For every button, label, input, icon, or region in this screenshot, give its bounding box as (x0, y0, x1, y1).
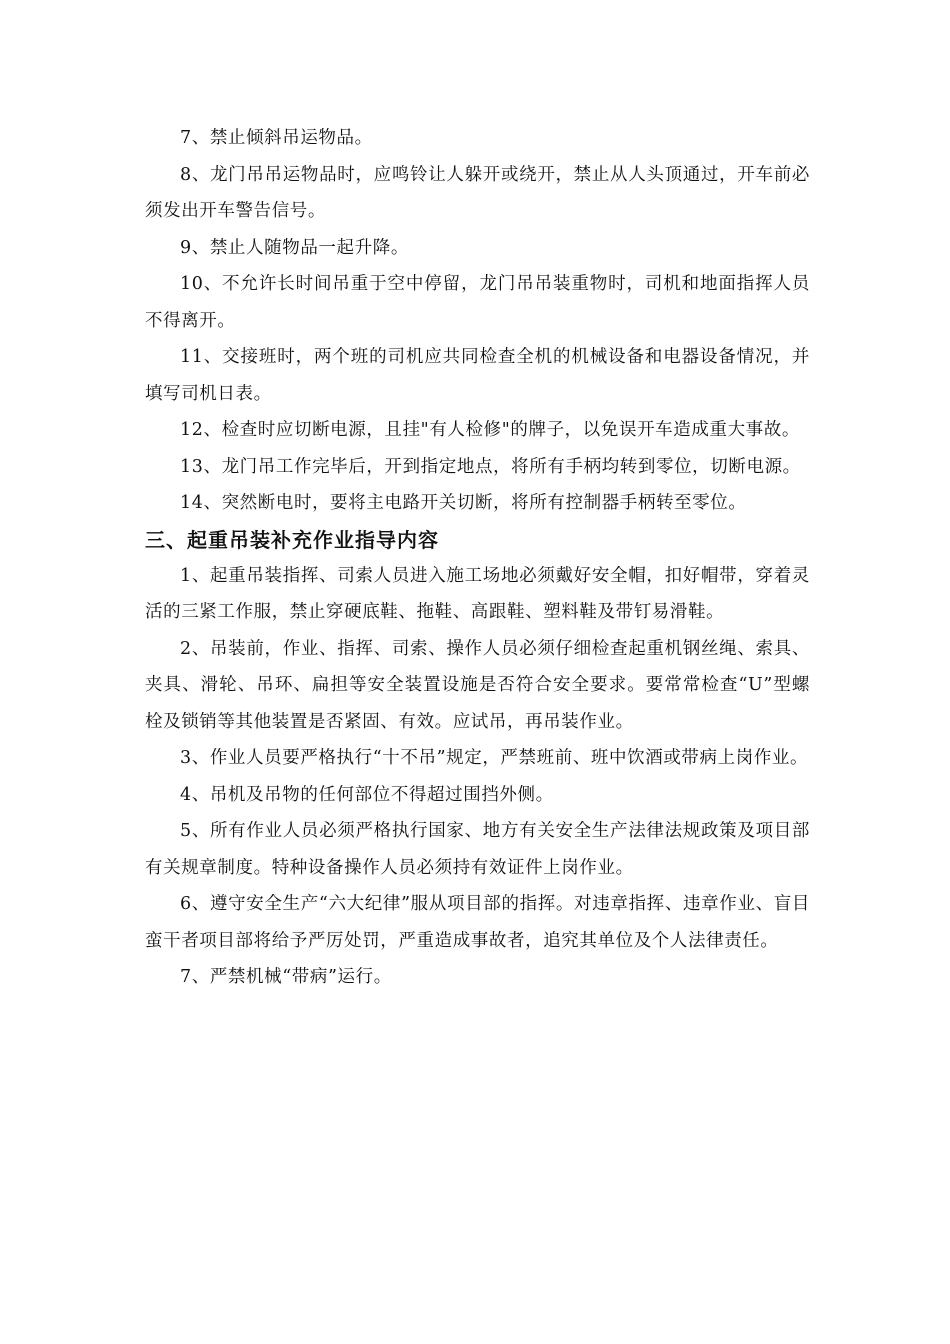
supplement-item-6: 6、遵守安全生产“六大纪律”服从项目部的指挥。对违章指挥、违章作业、盲目蛮干者项目部将给予严厉处罚，严重造成事故者，追究其单位及个人法律责任。 (145, 894, 810, 951)
document-body (145, 120, 810, 996)
paragraph-item-11: 11、交接班时，两个班的司机应共同检查全机的机械设备和电器设备情况，并填写司机日表。 (145, 347, 810, 404)
paragraph-item-10: 10、不允许长时间吊重于空中停留，龙门吊吊装重物时，司机和地面指挥人员不得离开。 (145, 274, 810, 331)
paragraph-item-8: 8、龙门吊吊运物品时，应鸣铃让人躲开或绕开，禁止从人头顶通过，开车前必须发出开车警告信号。 (145, 164, 810, 221)
paragraph-item-7: 7、禁止倾斜吊运物品。 (180, 128, 373, 148)
supplement-item-4: 4、吊机及吊物的任何部位不得超过围挡外侧。 (180, 784, 554, 805)
supplement-item-3: 3、作业人员要严格执行“十不吊”规定，严禁班前、班中饮酒或带病上岗作业。 (180, 748, 809, 768)
supplement-item-1: 1、起重吊装指挥、司索人员进入施工场地必须戴好安全帽，扣好帽带，穿着灵活的三紧工作服，禁止穿硬底鞋、拖鞋、高跟鞋、塑料鞋及带钉易滑鞋。 (145, 565, 810, 622)
paragraph-item-14: 14、突然断电时，要将主电路开关切断，将所有控制器手柄转至零位。 (180, 493, 747, 513)
supplement-item-2: 2、吊装前，作业、指挥、司索、操作人员必须仔细检查起重机钢丝绳、索具、夹具、滑轮、吊环、扁担等安全装置设施是否符合安全要求。要常常检查“U”型螺栓及锁销等其他装置是否紧固、有效。应试吊，再吊装作业。 (145, 638, 810, 732)
supplement-item-5: 5、所有作业人员必须严格执行国家、地方有关安全生产法律法规政策及项目部有关规章制度。特种设备操作人员必须持有效证件上岗作业。 (145, 821, 810, 878)
paragraph-item-13: 13、龙门吊工作完毕后，开到指定地点，将所有手柄均转到零位，切断电源。 (180, 456, 801, 477)
supplement-item-7: 7、严禁机械“带病”运行。 (180, 967, 392, 987)
section-heading: 三、起重吊装补充作业指导内容 (145, 527, 439, 552)
paragraph-item-12: 12、检查时应切断电源，且挂"有人检修"的牌子，以免误开车造成重大事故。 (180, 420, 800, 440)
paragraph-item-9: 9、禁止人随物品一起升降。 (180, 237, 409, 258)
